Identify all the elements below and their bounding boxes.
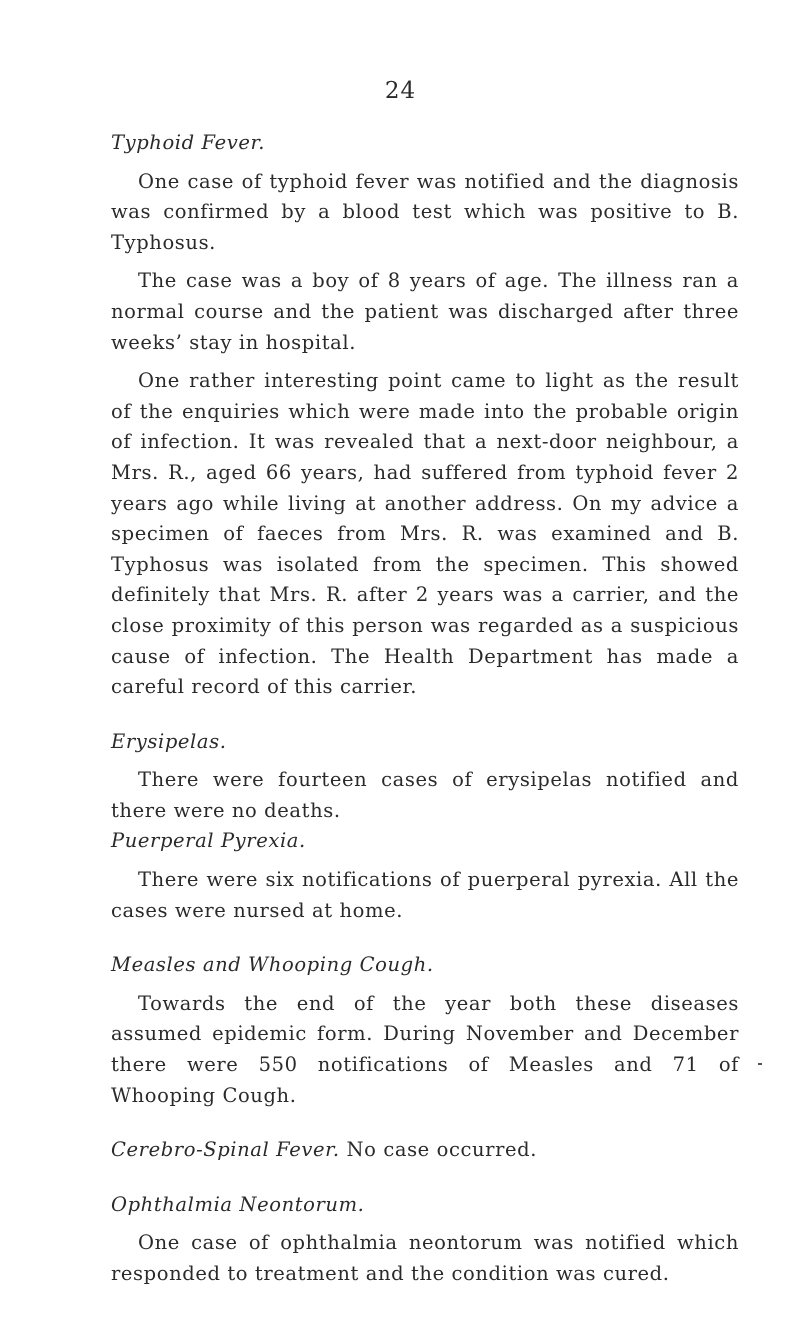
- section-heading-erysipelas: Erysipelas.: [111, 729, 227, 753]
- paragraph-typhoid-1: One case of typhoid fever was notified and the diagnosis was confirmed by a blood test which was positive to B. Typhosus.: [111, 169, 739, 254]
- paragraph-erysipelas: There were fourteen cases of erysipelas notified and there were no deaths.: [111, 768, 739, 822]
- page-content: [111, 128, 739, 1290]
- text-cerebro-spinal: No case occurred.: [346, 1138, 538, 1162]
- paragraph-measles: Towards the end of the year both these diseases assumed epidemic form. During November and December there were 550 notifications of Measles and 71 of Whooping Cough.: [111, 991, 739, 1107]
- section-cerebro-spinal: [111, 1135, 739, 1166]
- paragraph-ophthalmia: One case of ophthalmia neontorum was notified which responded to treatment and the condition was cured.: [111, 1231, 739, 1285]
- section-heading-measles: Measles and Whooping Cough.: [111, 953, 434, 977]
- section-heading-typhoid: Typhoid Fever.: [111, 131, 266, 154]
- section-heading-ophthalmia: Ophthalmia Neontorum.: [111, 1192, 365, 1216]
- section-heading-cerebro-spinal: Cerebro-Spinal Fever.: [111, 1138, 340, 1162]
- section-heading-puerperal: Puerperal Pyrexia.: [111, 829, 306, 853]
- paragraph-puerperal: There were six notifications of puerperal pyrexia. All the cases were nursed at home.: [111, 868, 739, 922]
- paragraph-typhoid-3: One rather interesting point came to light as the result of the enquiries which were made into the probable origin of infection. It was revealed that a next-door neighbour, a Mrs. R., aged 66 years, had suffered from typhoid fever 2 years ago while living at another address. On my advice a specimen of faeces from Mrs. R. was examined and B. Typhosus was isolated from the specimen. This showed definitely that Mrs. R. after 2 years was a carrier, and the close proximity of this person was regarded as a suspicious cause of infection. The Health Department has made a careful record of this carrier.: [111, 369, 739, 699]
- page-number: 24: [384, 78, 417, 104]
- margin-mark: [758, 1063, 762, 1065]
- paragraph-typhoid-2: The case was a boy of 8 years of age. The illness ran a normal course and the patient was discharged after three weeks’ stay in hospital.: [111, 269, 739, 354]
